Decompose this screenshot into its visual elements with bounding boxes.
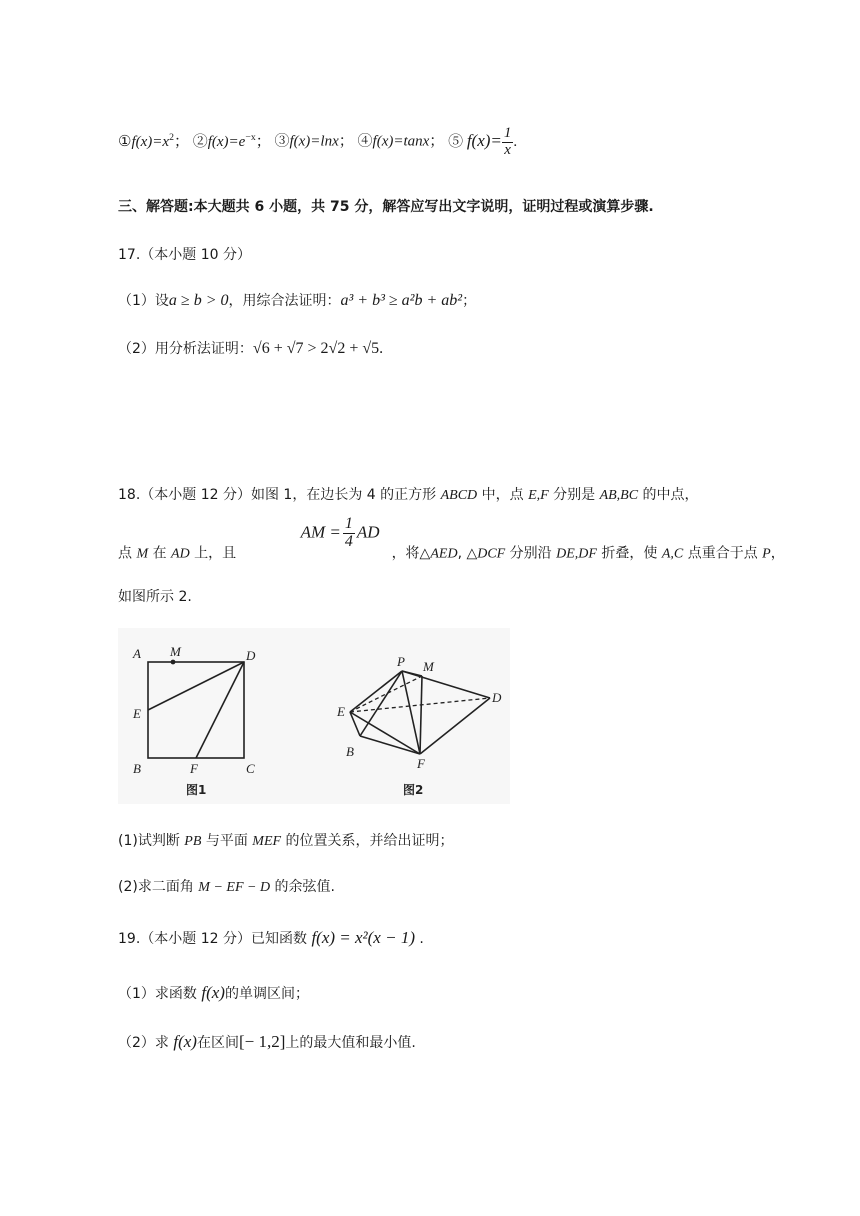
fig2-label-e: E bbox=[337, 704, 345, 719]
q18-line2: 点 M 在 AD 上，且 AM = $\frac{1}{4}$ AD，将△AED, △DCF 分别沿 DE,DF 折叠，使 A,C 点重合于点 P， bbox=[118, 515, 785, 562]
function-4: ④f(x)=tanx； bbox=[357, 133, 445, 150]
fig1-label-f: F bbox=[190, 761, 198, 776]
fig1-label-d: D bbox=[246, 648, 256, 663]
q19-intro: 19.（本小题 12 分）已知函数 f(x) = x²(x − 1) . bbox=[118, 928, 424, 947]
function-3: ③f(x)=lnx； bbox=[274, 133, 354, 150]
figure-svg bbox=[118, 628, 510, 804]
fig1-label-c: C bbox=[246, 761, 255, 776]
q17-title: 17.（本小题 10 分） bbox=[118, 247, 251, 263]
segment-bf bbox=[360, 736, 420, 754]
q18-figures bbox=[118, 628, 510, 804]
fraction-one-over-x: $\frac{1}{x}$ bbox=[503, 125, 512, 158]
segment-pf bbox=[402, 671, 420, 754]
figure2-hidden-lines bbox=[350, 676, 490, 712]
q18-intro: 18.（本小题 12 分）如图 1，在边长为 4 的正方形 ABCD 中，点 E,F 分别是 AB,BC 的中点， bbox=[118, 487, 699, 503]
function-5: ⑤ f(x)= $\frac{1}{x}$ . bbox=[448, 125, 518, 158]
segment-ep bbox=[350, 671, 402, 712]
fig1-label-e: E bbox=[133, 706, 141, 721]
fig1-label-a: A bbox=[133, 646, 141, 661]
q18-sub1: (1)试判断 PB 与平面 MEF 的位置关系，并给出证明； bbox=[118, 833, 454, 849]
segment-ed bbox=[148, 662, 244, 710]
fig1-label-b: B bbox=[133, 761, 141, 776]
q17-part2: （2）用分析法证明：√6 + √7 > 2√2 + √5. bbox=[118, 340, 384, 357]
fig2-caption: 图2 bbox=[403, 783, 424, 797]
segment-em-dashed bbox=[350, 676, 422, 712]
fig2-label-f: F bbox=[417, 756, 425, 771]
fig2-label-m: M bbox=[423, 659, 434, 674]
section-heading: 三、解答题:本大题共 6 小题，共 75 分，解答应写出文字说明，证明过程或演算步骤. bbox=[118, 199, 654, 215]
q19-part1: （1）求函数 f(x)的单调区间； bbox=[118, 983, 309, 1002]
function-2: $②f(x)=e^{-x}$； bbox=[192, 131, 271, 150]
function-list-line bbox=[118, 126, 517, 159]
segment-mf bbox=[420, 676, 422, 754]
fig1-caption: 图1 bbox=[186, 783, 207, 797]
square-abcd bbox=[148, 662, 244, 758]
function-1: $①f(x)=x^2$； bbox=[118, 131, 189, 150]
fraction-one-quarter: $\frac{1}{4}$ bbox=[344, 515, 353, 550]
q18-line3: 如图所示 2. bbox=[118, 589, 192, 605]
segment-ef bbox=[350, 712, 420, 754]
figure2-lines bbox=[350, 671, 490, 754]
q17-part1: （1）设a ≥ b > 0，用综合法证明：a³ + b³ ≥ a²b + ab²； bbox=[118, 292, 477, 309]
point-m bbox=[171, 660, 176, 665]
segment-bp bbox=[360, 671, 402, 736]
fig2-label-d: D bbox=[492, 690, 502, 705]
figure1-lines bbox=[148, 662, 244, 758]
segment-ed-dashed bbox=[350, 698, 490, 712]
q18-sub2: (2)求二面角 M − EF − D 的余弦值. bbox=[118, 879, 335, 895]
fig2-label-p: P bbox=[397, 654, 405, 669]
q19-part2: （2）求 f(x)在区间[− 1,2]上的最大值和最小值. bbox=[118, 1032, 416, 1051]
fig1-label-m: M bbox=[170, 644, 181, 659]
fig2-label-b: B bbox=[346, 744, 354, 759]
segment-pd bbox=[402, 671, 490, 698]
segment-fd bbox=[420, 698, 490, 754]
segment-fd bbox=[196, 662, 244, 758]
